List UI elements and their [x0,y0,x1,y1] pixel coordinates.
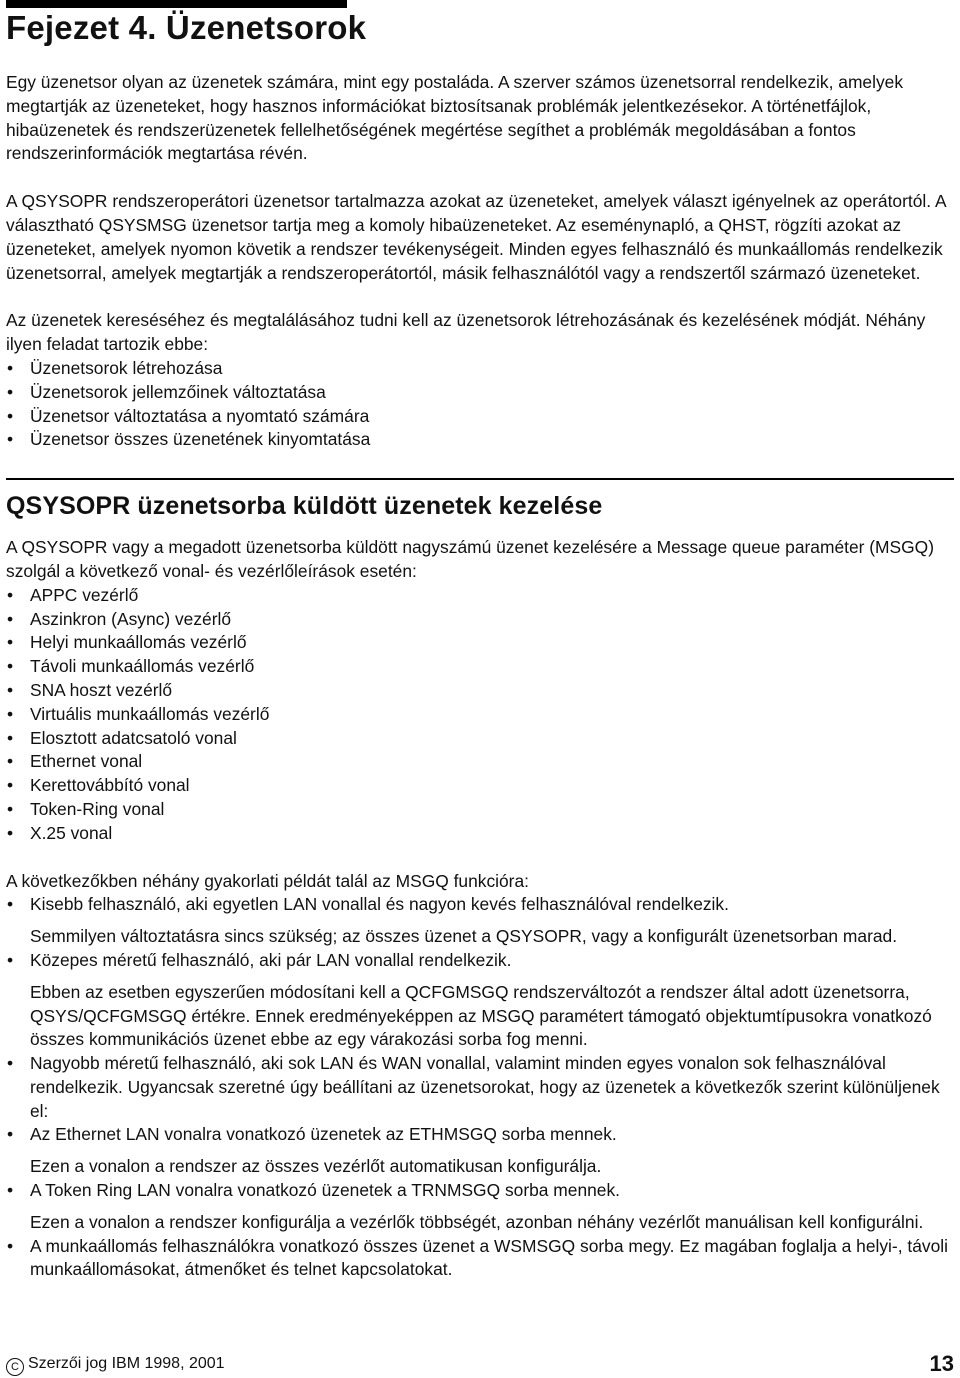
example-item [6,1123,954,1179]
example-text: A munkaállomás felhasználókra vonatkozó összes üzenet a WSMSGQ sorba megy. Ez magában foglalja a helyi-, távoli munkaállomásokat, átmenőket és telnet kapcsolatokat. [30,1235,948,1280]
controller-item: • SNA hoszt vezérlő [6,679,954,703]
task-item: • Üzenetsorok létrehozása [6,357,954,381]
controller-item: • X.25 vonal [6,822,954,846]
page-content [6,71,954,1282]
copyright-text: Szerzői jog IBM 1998, 2001 [28,1355,225,1372]
section-paragraph: A QSYSOPR vagy a megadott üzenetsorba küldött nagyszámú üzenet kezelésére a Message queue paraméter (MSGQ) szolgál a következő vonal- és vezérlőleírások esetén: [6,537,934,581]
example-list [6,893,954,1282]
example-item [6,1179,954,1235]
controller-item: • Helyi munkaállomás vezérlő [6,631,954,655]
copyright-notice [6,1350,225,1378]
page-number: 13 [929,1351,954,1376]
example-item [6,893,954,949]
controller-item: • Elosztott adatcsatoló vonal [6,727,954,751]
intro-paragraph: A QSYSOPR rendszeroperátori üzenetsor tartalmazza azokat az üzeneteket, amelyek választ igényelnek az operátortól. A választható QSYSMSG üzenetsor tartja meg a komoly hibaüzeneteket. Az eseménynapló, a QHST, rögzíti azokat az üzeneteket, amelyek nyomon követik a rendszer tevékenységeit. Minden egyes felhasználó és munkaállomás rendelkezik üzenetsorral, amelyek megtartják a rendszeroperátortól, másik felhasználótól vagy a rendszertől származó üzeneteket. [6,191,946,283]
example-text: Kisebb felhasználó, aki egyetlen LAN vonallal és nagyon kevés felhasználóval rendelkezik. [30,894,729,915]
example-detail: Semmilyen változtatásra sincs szükség; az összes üzenet a QSYSOPR, vagy a konfigurált üzenetsorban marad. [30,926,898,947]
intro-paragraph: Egy üzenetsor olyan az üzenetek számára, mint egy postaláda. A szerver számos üzenetsorral rendelkezik, amelyek megtartják az üzeneteket, hogy hasznos információkat biztosítsanak problémák jelentkezésekor. A történetfájlok, hibaüzenetek és rendszerüzenetek fellelhetőségének megértése segíthet a problémák megoldásában a fontos rendszerinformációk megtartása révén. [6,72,904,164]
example-item [6,949,954,1052]
task-item: • Üzenetsor változtatása a nyomtató számára [6,405,954,429]
example-item [6,1052,954,1123]
example-detail: Ezen a vonalon a rendszer az összes vezérlőt automatikusan konfigurálja. [30,1156,602,1177]
copyright-icon: C [6,1358,24,1376]
example-text: Az Ethernet LAN vonalra vonatkozó üzenetek az ETHMSGQ sorba mennek. [30,1124,617,1145]
example-detail: Ebben az esetben egyszerűen módosítani kell a QCFGMSGQ rendszerváltozót a rendszer által adott üzenetsorra, QSYS/QCFGMSGQ értékre. Ennek eredményeképpen az MSGQ paramétert támogató objektumtípusokra vonatkozó összes kommunikációs üzenet ebbe az egy várakozási sorba fog menni. [30,981,932,1050]
controller-item: • APPC vezérlő [6,584,954,608]
controller-item: • Ethernet vonal [6,750,954,774]
intro-paragraph: Az üzenetek kereséséhez és megtalálásához tudni kell az üzenetsorok létrehozásának és kezelésének módját. Néhány ilyen feladat tartozik ebbe: [6,310,926,355]
example-detail: Ezen a vonalon a rendszer konfigurálja a vezérlők többségét, azonban néhány vezérlőt manuálisan kell konfigurálni. [30,1211,924,1232]
task-list [6,357,954,452]
task-item: • Üzenetsor összes üzenetének kinyomtatása [6,428,954,452]
section-title: QSYSOPR üzenetsorba küldött üzenetek kezelése [6,492,603,521]
chapter-title: Fejezet 4. Üzenetsorok [6,9,367,46]
page-footer [6,1350,954,1378]
controller-item: • Virtuális munkaállomás vezérlő [6,703,954,727]
controller-item: • Kerettovábbító vonal [6,774,954,798]
section-paragraph: A következőkben néhány gyakorlati példát talál az MSGQ funkcióra: [6,870,529,891]
example-text: Közepes méretű felhasználó, aki pár LAN vonallal rendelkezik. [30,949,512,970]
controller-item: • Aszinkron (Async) vezérlő [6,608,954,632]
task-item: • Üzenetsorok jellemzőinek változtatása [6,381,954,405]
section-divider [6,478,954,480]
controller-item: • Token-Ring vonal [6,798,954,822]
example-text: A Token Ring LAN vonalra vonatkozó üzenetek a TRNMSGQ sorba mennek. [30,1180,620,1201]
example-text: Nagyobb méretű felhasználó, aki sok LAN és WAN vonallal, valamint minden egyes vonalon sok felhasználóval rendelkezik. Ugyancsak szeretné úgy beállítani az üzenetsorokat, hogy az üzenetek a következők szerint különüljenek el: [30,1053,940,1121]
controller-item: • Távoli munkaállomás vezérlő [6,655,954,679]
example-item [6,1235,954,1283]
controller-list [6,584,954,846]
